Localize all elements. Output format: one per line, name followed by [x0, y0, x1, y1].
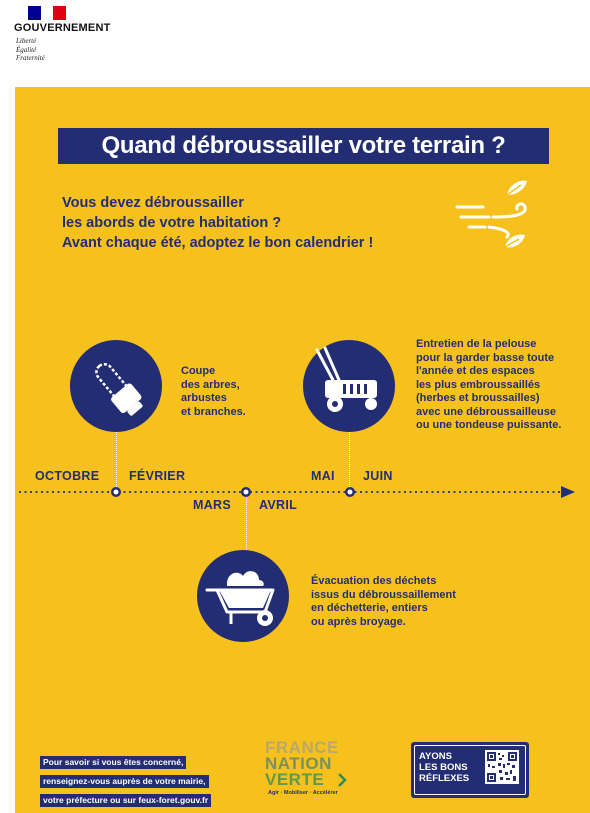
- connector-tree: [116, 432, 117, 487]
- chainsaw-icon: [70, 340, 162, 432]
- qr-code-icon[interactable]: [485, 750, 519, 784]
- government-motto: Liberté Égalité Fraternité: [16, 37, 45, 62]
- connector-waste: [246, 496, 247, 551]
- bons-reflexes-badge: AYONS LES BONS RÉFLEXES: [411, 742, 529, 798]
- france-nation-verte-logo: FRANCE NATION VERTE Agir · Mobiliser · Accélérer: [265, 740, 355, 800]
- step-tree-text: Coupe des arbres, arbustes et branches.: [181, 365, 246, 418]
- lawnmower-circle: [303, 340, 395, 432]
- government-logo: [14, 6, 154, 66]
- month-mars: MARS: [193, 498, 232, 512]
- month-fevrier: FÉVRIER: [129, 469, 186, 483]
- step-lawn-text: Entretien de la pelouse pour la garder basse toute l'année et des espaces les plus embroussaillés (herbes et broussailles) avec une débroussailleuse ou une tondeuse puissante.: [416, 338, 562, 431]
- french-flag-icon: [28, 6, 66, 20]
- intro-text: Vous devez débroussailler les abords de votre habitation ? Avant chaque été, adoptez le bon calendrier !: [62, 195, 374, 251]
- month-avril: AVRIL: [259, 498, 298, 512]
- month-mai: MAI: [311, 469, 335, 483]
- chainsaw-circle: [70, 340, 162, 432]
- poster-title: Quand débroussailler votre terrain ?: [101, 132, 506, 159]
- chevron-right-icon: [337, 773, 347, 787]
- wheelbarrow-icon: [197, 550, 289, 642]
- connector-lawn: [349, 432, 350, 487]
- month-octobre: OCTOBRE: [35, 469, 100, 483]
- timeline-arrow: [15, 484, 590, 504]
- government-title: GOUVERNEMENT: [14, 22, 111, 34]
- wheelbarrow-circle: [197, 550, 289, 642]
- lawnmower-icon: [303, 340, 395, 432]
- poster-title-box: [58, 128, 549, 164]
- wind-leaves-icon: [455, 175, 535, 260]
- step-waste-text: Évacuation des déchets issus du débroussaillement en déchetterie, entiers ou après broyage.: [311, 575, 456, 628]
- month-juin: JUIN: [363, 469, 393, 483]
- info-box: Pour savoir si vous êtes concerné, renseignez-vous auprès de votre mairie, votre préfecture ou sur feux-foret.gouv.fr: [40, 752, 230, 796]
